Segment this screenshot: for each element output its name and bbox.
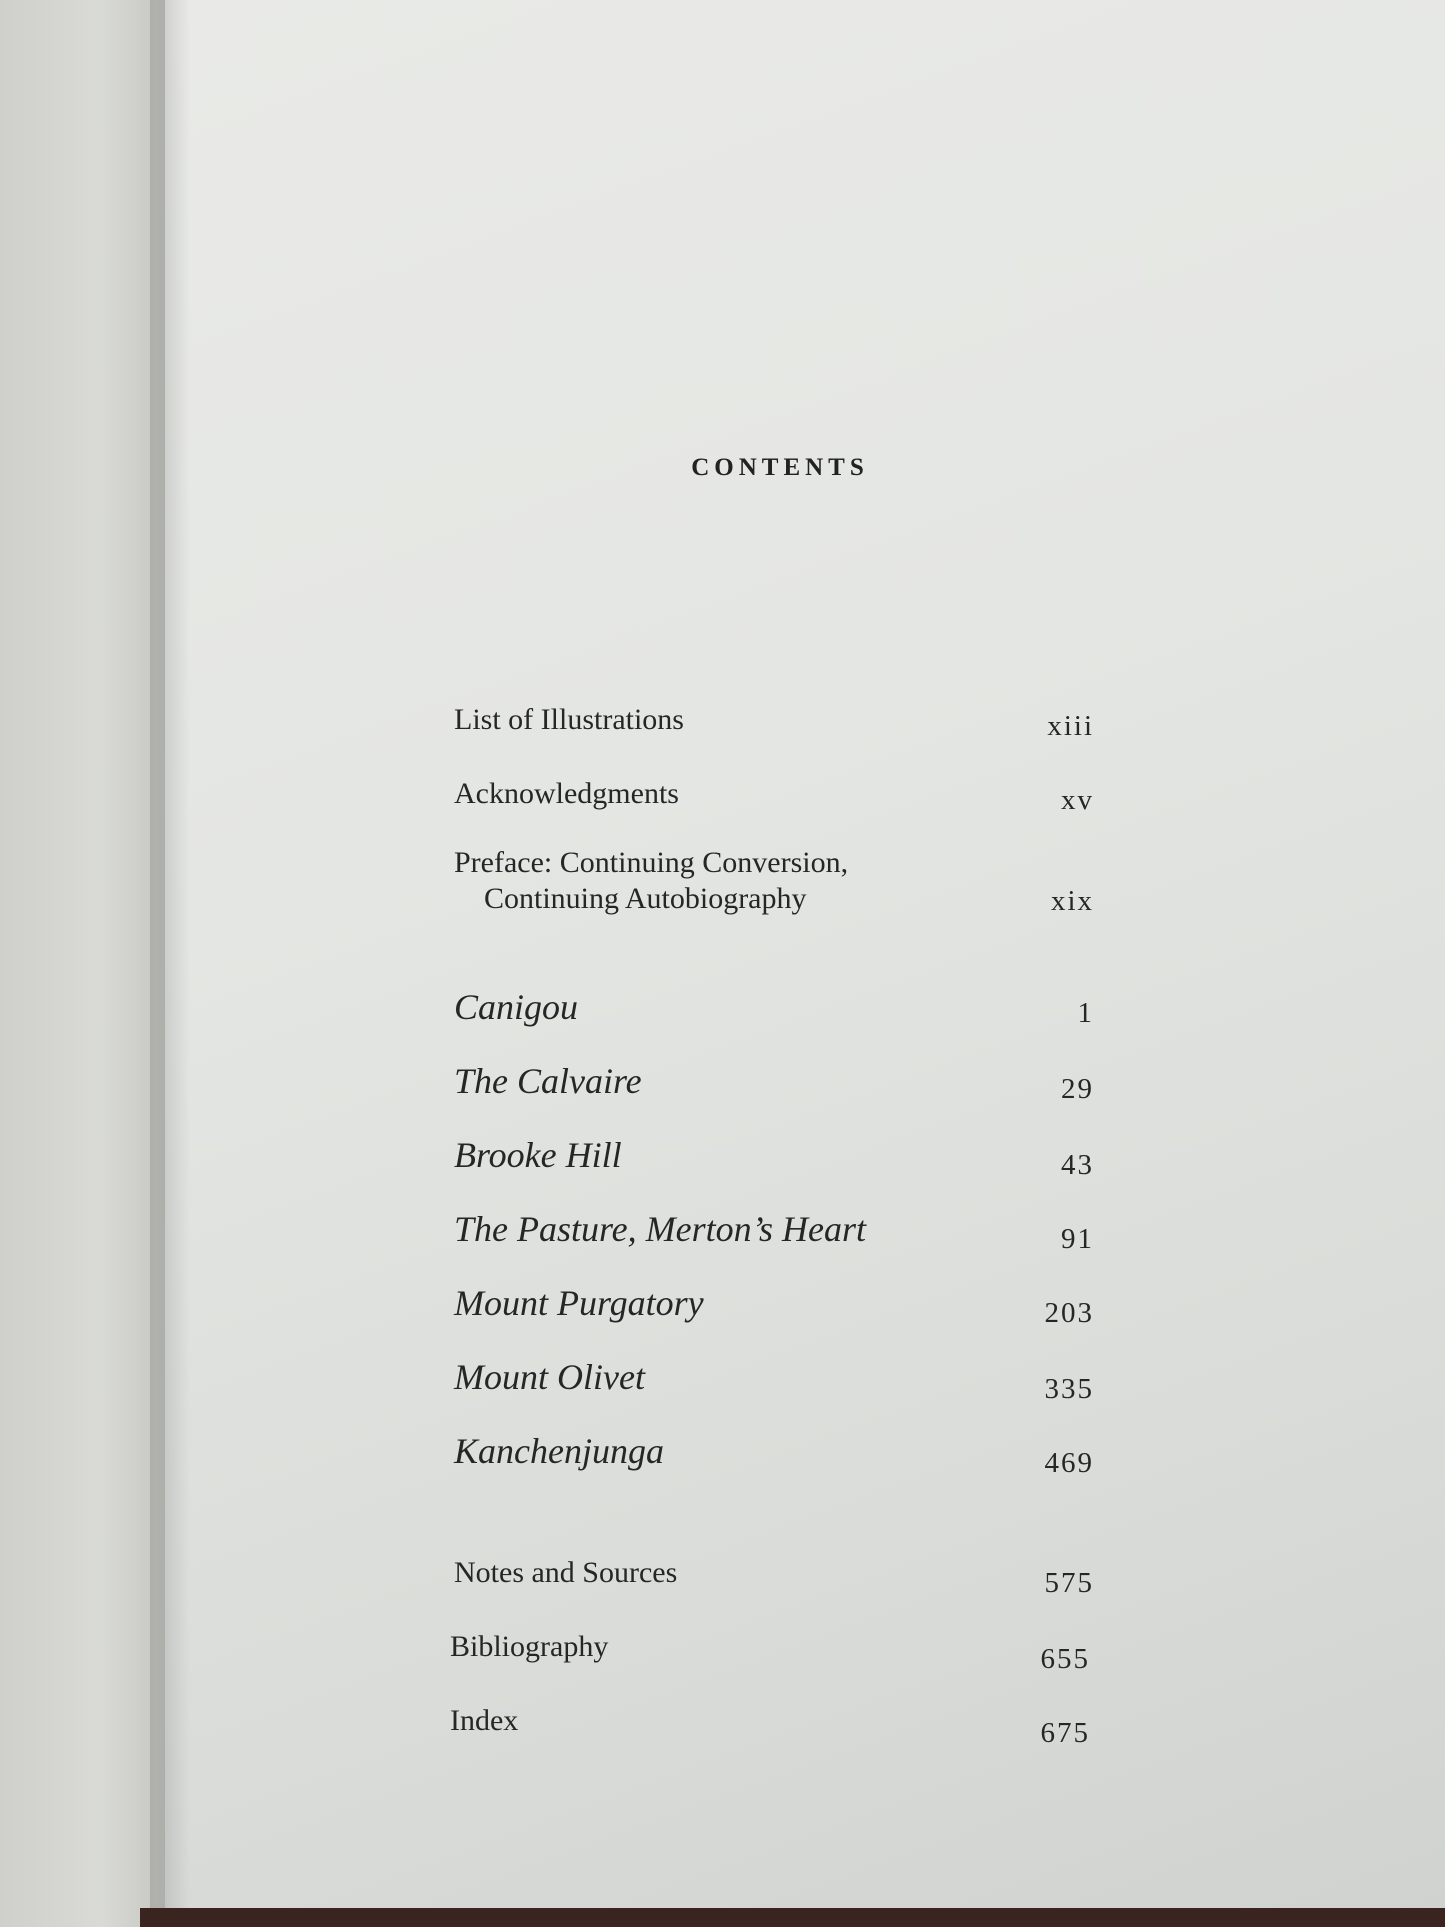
entry-title: Acknowledgments [454,777,679,810]
entry-title: Kanchenjunga [454,1431,664,1471]
entry-page: 675 [1040,1717,1090,1749]
entry-page: 1 [1077,997,1094,1029]
entry-title: Index [450,1704,519,1737]
entry-title: Brooke Hill [454,1135,622,1175]
entry-title: The Pasture, Merton’s Heart [454,1209,866,1249]
left-page [0,0,168,1927]
entry-page: 655 [1040,1643,1090,1675]
entry-page: 335 [1044,1373,1094,1405]
entry-page: 29 [1061,1073,1094,1105]
entry-page: 91 [1061,1223,1094,1255]
entry-title: The Calvaire [454,1061,642,1101]
entry-page: xv [1061,784,1094,816]
book-bottom-edge [140,1908,1445,1927]
entry-page: 469 [1044,1447,1094,1479]
entry-title: Canigou [454,987,579,1027]
entry-page: xiii [1047,710,1094,742]
entry-page: 43 [1061,1149,1094,1181]
gutter-shadow [150,0,190,1927]
entry-title-line1: Preface: Continuing Conversion, [454,846,849,879]
entry-page: xix [1050,885,1094,917]
entry-title [454,845,848,917]
entry-title: List of Illustrations [454,703,684,736]
table-of-contents [450,440,1100,1770]
entry-page: 203 [1044,1297,1094,1329]
entry-page: 575 [1044,1567,1094,1599]
entry-title-line2: Continuing Autobiography [484,882,807,915]
entry-title: Mount Olivet [454,1357,645,1397]
contents-heading: CONTENTS [691,454,869,481]
entry-title: Notes and Sources [454,1556,678,1589]
entry-title: Mount Purgatory [454,1283,704,1323]
entry-title: Bibliography [450,1630,609,1663]
